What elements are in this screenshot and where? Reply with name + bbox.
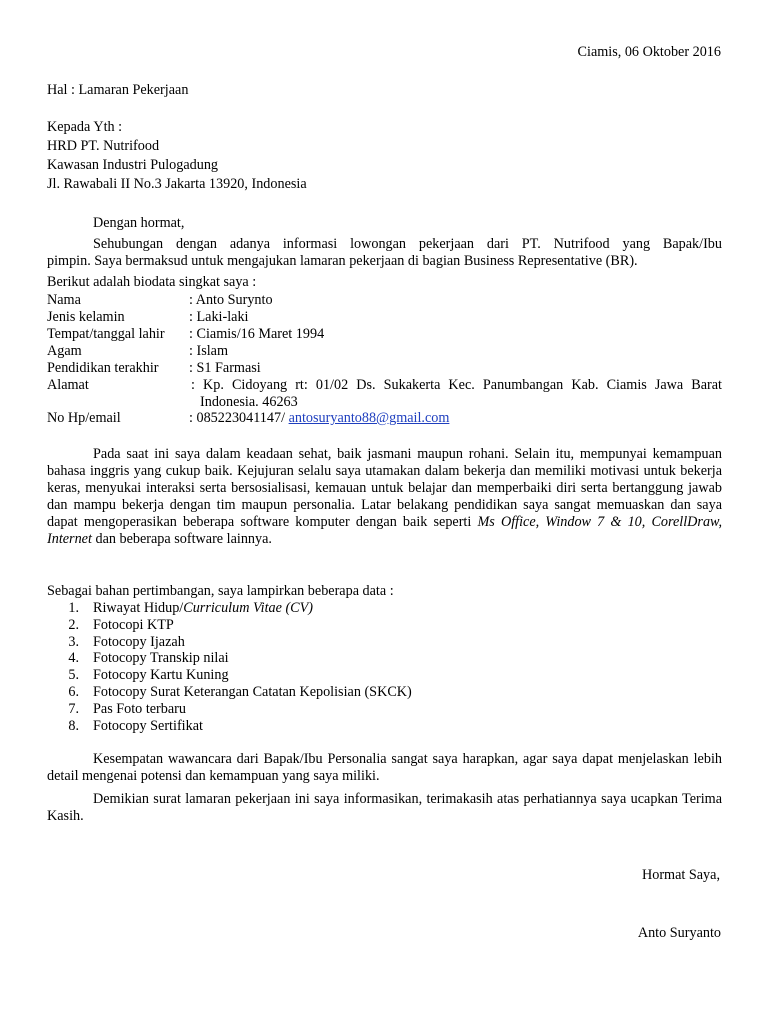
recipient-salutation: Kepada Yth : bbox=[47, 119, 123, 135]
letter-subject: Hal : Lamaran Pekerjaan bbox=[47, 82, 189, 98]
bio-row-agama bbox=[47, 343, 722, 360]
list-text: Fotocopy Kartu Kuning bbox=[93, 667, 229, 684]
recipient-address bbox=[47, 119, 722, 193]
bio-value bbox=[189, 410, 449, 427]
bio-value: : Islam bbox=[189, 343, 229, 359]
software-list: Ms Office, Window 7 & 10, CorellDraw, Internet bbox=[47, 514, 723, 547]
bio-label: Jenis kelamin bbox=[47, 309, 125, 325]
list-number: 3. bbox=[68, 633, 79, 650]
bio-value: : Ciamis/16 Maret 1994 bbox=[189, 326, 325, 342]
letter-date: Ciamis, 06 Oktober 2016 bbox=[577, 44, 721, 60]
bio-value: : S1 Farmasi bbox=[189, 360, 261, 376]
bio-label: Tempat/tanggal lahir bbox=[47, 326, 165, 342]
list-text: Fotocopy Sertifikat bbox=[93, 717, 203, 734]
closing-text-2: Demikian surat lamaran pekerjaan ini saya informasikan, terimakasih atas perhatiannya saya ucapkan Terima Kasih. bbox=[47, 791, 722, 824]
list-number: 8. bbox=[68, 717, 79, 734]
intro-paragraph bbox=[47, 236, 722, 270]
body-paragraph bbox=[47, 446, 722, 548]
list-number: 4. bbox=[68, 650, 79, 667]
attachments-intro: Sebagai bahan pertimbangan, saya lampirkan beberapa data : bbox=[47, 583, 394, 599]
bio-row-nama bbox=[47, 292, 722, 309]
closing-paragraph-2 bbox=[47, 791, 722, 825]
list-number: 6. bbox=[68, 683, 79, 700]
bio-value-line-1: : Kp. Cidoyang rt: 01/02 Ds. Sukakerta Kec. Panumbangan Kab. Ciamis Jawa Barat bbox=[191, 377, 722, 393]
bio-value: : Anto Surynto bbox=[189, 292, 273, 308]
recipient-street: Jl. Rawabali II No.3 Jakarta 13920, Indonesia bbox=[47, 176, 307, 192]
list-text bbox=[93, 600, 313, 617]
bio-row-kontak bbox=[47, 410, 722, 427]
list-number: 5. bbox=[68, 667, 79, 684]
phone-number: : 085223041147/ bbox=[189, 410, 289, 426]
list-text: Fotocopi KTP bbox=[93, 616, 174, 633]
list-text: Fotocopy Surat Keterangan Catatan Kepolisian (SKCK) bbox=[93, 683, 412, 700]
bio-intro: Berikut adalah biodata singkat saya : bbox=[47, 274, 257, 290]
bio-row-jenis-kelamin bbox=[47, 309, 722, 326]
bio-label: Pendidikan terakhir bbox=[47, 360, 159, 376]
bio-label: Agam bbox=[47, 343, 82, 359]
bio-label: Alamat bbox=[47, 377, 89, 393]
bio-row-pendidikan bbox=[47, 360, 722, 377]
body-tail: dan beberapa software lainnya. bbox=[91, 531, 272, 547]
bio-label: No Hp/email bbox=[47, 410, 121, 426]
email-link[interactable]: antosuryanto88@gmail.com bbox=[288, 410, 450, 426]
list-text-plain: Riwayat Hidup/ bbox=[93, 600, 184, 616]
signature-name: Anto Suryanto bbox=[637, 925, 721, 941]
list-text: Pas Foto terbaru bbox=[93, 700, 186, 717]
closing-text-1: Kesempatan wawancara dari Bapak/Ibu Personalia sangat saya harapkan, agar saya dapat menjelaskan lebih detail mengenai potensi dan kemampuan yang saya miliki. bbox=[47, 751, 722, 784]
greeting: Dengan hormat, bbox=[93, 215, 185, 231]
intro-line-1: Sehubungan dengan adanya informasi lowongan pekerjaan dari PT. Nutrifood yang Bapak/Ibu bbox=[93, 236, 722, 252]
bio-value-line-2: Indonesia. 46263 bbox=[200, 394, 298, 410]
recipient-area: Kawasan Industri Pulogadung bbox=[47, 157, 219, 173]
intro-line-2: pimpin. Saya bermaksud untuk mengajukan lamaran pekerjaan di bagian Business Representative (BR). bbox=[47, 253, 638, 269]
list-text: Fotocopy Transkip nilai bbox=[93, 650, 229, 667]
bio-label: Nama bbox=[47, 292, 81, 308]
recipient-company: HRD PT. Nutrifood bbox=[47, 138, 160, 154]
bio-row-alamat bbox=[47, 377, 722, 411]
list-text: Fotocopy Ijazah bbox=[93, 633, 185, 650]
list-text-italic: Curriculum Vitae (CV) bbox=[183, 600, 314, 616]
closing-paragraph-1 bbox=[47, 751, 722, 785]
body-text: Pada saat ini saya dalam keadaan sehat, baik jasmani maupun rohani. Selain itu, mempunyai kemampuan bahasa inggris yang cukup baik. Kejujuran selalu saya utamakan dalam bekerja dan memiliki motivasi untuk bekerja keras, menyukai interaksi serta bersosialisasi, kemauan untuk belajar dan memperbaiki diri serta bertanggung jawab dan mampu bekerja dengan tim maupun personalia. Latar belakang pendidikan saya sangat memuaskan dan saya dapat mengoperasikan beberapa software komputer dengan baik seperti bbox=[47, 446, 722, 530]
bio-row-ttl bbox=[47, 326, 722, 343]
list-number: 2. bbox=[68, 616, 79, 633]
signoff: Hormat Saya, bbox=[641, 867, 720, 883]
list-number: 1. bbox=[68, 600, 79, 616]
list-number: 7. bbox=[68, 700, 79, 717]
bio-value: : Laki-laki bbox=[189, 309, 249, 325]
